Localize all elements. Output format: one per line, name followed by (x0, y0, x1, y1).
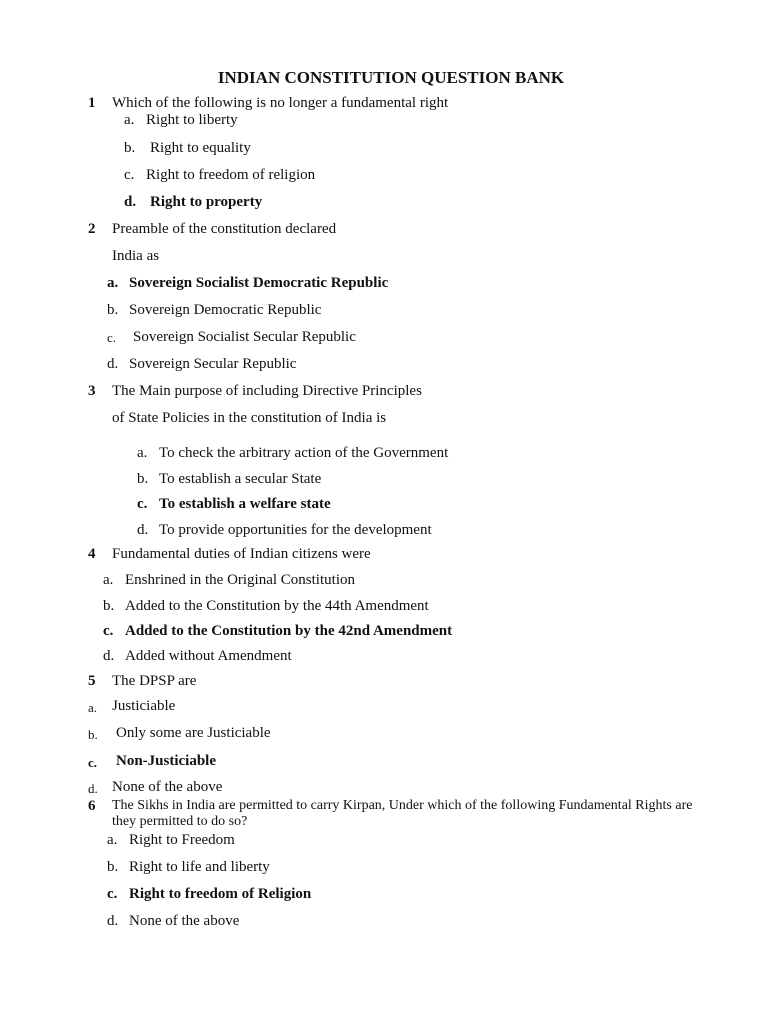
option-letter: c. (103, 623, 114, 639)
option-letter: d. (103, 648, 115, 664)
option-letter: d. (107, 913, 119, 929)
question-number: 3 (88, 383, 96, 399)
option-text: None of the above (129, 913, 240, 929)
correct-answer: To establish a welfare state (159, 496, 331, 512)
option-text: Sovereign Socialist Secular Republic (133, 329, 356, 345)
option-text: Added without Amendment (125, 648, 292, 664)
question-text: they permitted to do so? (112, 814, 248, 829)
correct-answer: Sovereign Socialist Democratic Republic (129, 275, 389, 291)
option-letter: b. (124, 140, 136, 156)
option-text: Right to Freedom (129, 832, 235, 848)
option-letter: c. (107, 886, 118, 902)
option-text: Right to liberty (146, 112, 238, 128)
option-text: To check the arbitrary action of the Government (159, 445, 449, 461)
option-letter: c. (137, 496, 148, 512)
option-letter: a. (107, 275, 119, 291)
option-letter: b. (107, 859, 119, 875)
option-letter: a. (137, 445, 148, 461)
option-letter: a. (107, 832, 118, 848)
option-text: Only some are Justiciable (116, 725, 271, 741)
option-letter: c. (124, 167, 135, 183)
correct-answer: Right to freedom of Religion (129, 886, 312, 902)
option-letter: a. (124, 112, 135, 128)
correct-answer: Added to the Constitution by the 42nd Amendment (125, 623, 453, 639)
option-text: Justiciable (112, 698, 176, 714)
option-letter: a. (88, 700, 98, 715)
option-text: Sovereign Democratic Republic (129, 302, 322, 318)
option-letter: c. (107, 330, 117, 345)
question-text: The DPSP are (112, 673, 197, 689)
option-text: To provide opportunities for the development (159, 522, 432, 538)
question-number: 1 (88, 95, 96, 111)
question-text: Which of the following is no longer a fundamental right (112, 95, 449, 111)
question-text: Preamble of the constitution declared (112, 221, 337, 237)
option-text: Sovereign Secular Republic (129, 356, 297, 372)
correct-answer: Non-Justiciable (116, 753, 217, 769)
option-letter: b. (137, 471, 149, 487)
correct-answer: Right to property (150, 194, 263, 210)
option-text: Right to life and liberty (129, 859, 270, 875)
question-number: 5 (88, 673, 96, 689)
option-text: To establish a secular State (159, 471, 322, 487)
option-letter: d. (107, 356, 119, 372)
question-text: India as (112, 248, 160, 264)
option-text: None of the above (112, 779, 223, 795)
option-letter: c. (88, 755, 98, 770)
option-letter: b. (107, 302, 119, 318)
question-number: 4 (88, 546, 96, 562)
option-text: Added to the Constitution by the 44th Amendment (125, 598, 429, 614)
option-letter: d. (88, 781, 98, 796)
question-number: 6 (88, 798, 96, 814)
option-letter: b. (103, 598, 115, 614)
option-text: Right to freedom of religion (146, 167, 316, 183)
option-text: Right to equality (150, 140, 251, 156)
option-letter: d. (137, 522, 149, 538)
option-letter: d. (124, 194, 137, 210)
question-text: The Main purpose of including Directive Principles (112, 383, 422, 399)
option-letter: a. (103, 572, 114, 588)
question-text: The Sikhs in India are permitted to carry Kirpan, Under which of the following Fundamental Rights are (112, 798, 693, 813)
page-title: INDIAN CONSTITUTION QUESTION BANK (217, 68, 565, 87)
question-text: Fundamental duties of Indian citizens were (112, 546, 371, 562)
question-number: 2 (88, 221, 96, 237)
option-letter: b. (88, 727, 98, 742)
option-text: Enshrined in the Original Constitution (125, 572, 355, 588)
question-text: of State Policies in the constitution of India is (112, 410, 387, 426)
